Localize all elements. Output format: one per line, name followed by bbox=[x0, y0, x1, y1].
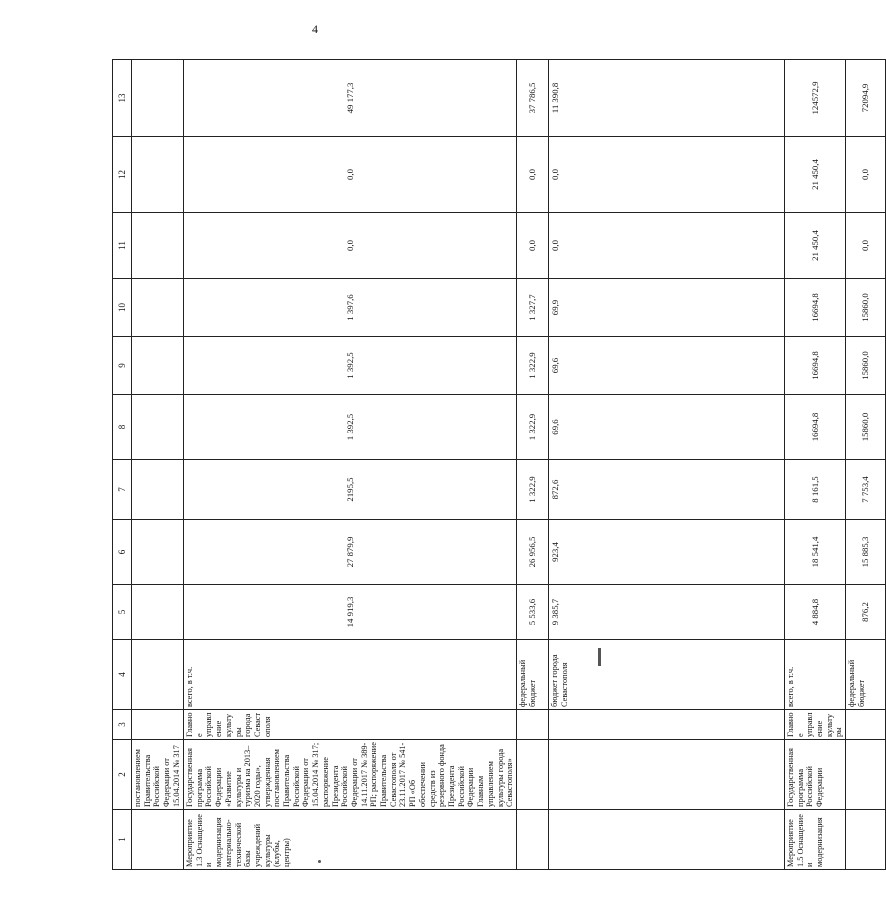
cell-value bbox=[132, 279, 184, 337]
cell-value: 5 533,6 bbox=[516, 585, 548, 640]
cell-executor: Главное управление культуры bbox=[784, 710, 845, 740]
cell-value bbox=[132, 395, 184, 460]
cell-value bbox=[132, 213, 184, 279]
cell-event: Мероприятие 1.5 Оснащение и модернизация bbox=[784, 810, 845, 870]
cell-value: 4 884,8 bbox=[784, 585, 845, 640]
cell-value: 9 385,7 bbox=[548, 585, 784, 640]
scan-mark bbox=[598, 648, 601, 666]
table-row bbox=[184, 60, 517, 870]
cell-value: 1 397,6 bbox=[184, 279, 517, 337]
column-header: 5 bbox=[113, 585, 132, 640]
cell-program bbox=[516, 740, 548, 810]
cell-value: 69,6 bbox=[548, 395, 784, 460]
cell-value: 2195,5 bbox=[184, 460, 517, 520]
table-row bbox=[548, 60, 784, 870]
cell-executor: Главное управление культуры города Севастополя bbox=[184, 710, 517, 740]
cell-value: 21 450,4 bbox=[784, 213, 845, 279]
cell-value: 69,9 bbox=[548, 279, 784, 337]
cell-source: федеральный бюджет bbox=[846, 640, 886, 710]
cell-executor bbox=[846, 710, 886, 740]
cell-value: 15860,0 bbox=[846, 337, 886, 395]
cell-program: Государственная программа Российской Федерации bbox=[784, 740, 845, 810]
cell-source bbox=[132, 640, 184, 710]
cell-value: 72094,9 bbox=[846, 60, 886, 137]
cell-source: бюджет города Севастополя bbox=[548, 640, 784, 710]
cell-value: 69,6 bbox=[548, 337, 784, 395]
cell-program: постановлением Правительства Российской Федерации от 15.04.2014 № 317 bbox=[132, 740, 184, 810]
cell-event bbox=[132, 810, 184, 870]
cell-value: 1 322,9 bbox=[516, 337, 548, 395]
cell-value: 0,0 bbox=[516, 137, 548, 213]
cell-value: 16694,8 bbox=[784, 395, 845, 460]
column-header: 6 bbox=[113, 520, 132, 585]
cell-executor bbox=[516, 710, 548, 740]
page-number: 4 bbox=[312, 22, 318, 36]
cell-event bbox=[846, 810, 886, 870]
cell-value: 0,0 bbox=[184, 213, 517, 279]
cell-value: 37 786,5 bbox=[516, 60, 548, 137]
column-header: 7 bbox=[113, 460, 132, 520]
cell-value: 27 879,9 bbox=[184, 520, 517, 585]
cell-value: 923,4 bbox=[548, 520, 784, 585]
cell-value: 876,2 bbox=[846, 585, 886, 640]
cell-source: федеральный бюджет bbox=[516, 640, 548, 710]
cell-value: 1 327,7 bbox=[516, 279, 548, 337]
cell-value: 1 322,9 bbox=[516, 395, 548, 460]
cell-event: Мероприятие 1.3 Оснащение и модернизация материально-технической базы учреждений культуры (клубы, центры) bbox=[184, 810, 517, 870]
table-row bbox=[516, 60, 548, 870]
column-header: 10 bbox=[113, 279, 132, 337]
budget-table bbox=[112, 59, 886, 870]
cell-value bbox=[132, 585, 184, 640]
column-header: 12 bbox=[113, 137, 132, 213]
cell-value: 21 450,4 bbox=[784, 137, 845, 213]
rotated-table-container bbox=[112, 60, 871, 870]
cell-value: 1 392,5 bbox=[184, 395, 517, 460]
cell-value: 15 885,3 bbox=[846, 520, 886, 585]
column-header: 9 bbox=[113, 337, 132, 395]
cell-value: 0,0 bbox=[516, 213, 548, 279]
column-header: 11 bbox=[113, 213, 132, 279]
cell-source: всего, в т.ч. bbox=[184, 640, 517, 710]
header-row bbox=[113, 60, 132, 870]
cell-value: 15860,0 bbox=[846, 279, 886, 337]
cell-value: 0,0 bbox=[184, 137, 517, 213]
column-header: 13 bbox=[113, 60, 132, 137]
cell-value: 1 322,9 bbox=[516, 460, 548, 520]
cell-value bbox=[132, 520, 184, 585]
column-header: 2 bbox=[113, 740, 132, 810]
column-header: 3 bbox=[113, 710, 132, 740]
cell-value: 15860,0 bbox=[846, 395, 886, 460]
cell-value: 16694,8 bbox=[784, 279, 845, 337]
cell-value: 8 161,5 bbox=[784, 460, 845, 520]
cell-value: 11 390,8 bbox=[548, 60, 784, 137]
cell-value: 0,0 bbox=[548, 137, 784, 213]
cell-value: 7 753,4 bbox=[846, 460, 886, 520]
column-header: 4 bbox=[113, 640, 132, 710]
cell-event bbox=[548, 810, 784, 870]
cell-value: 14 919,3 bbox=[184, 585, 517, 640]
cell-value: 0,0 bbox=[548, 213, 784, 279]
cell-value: 18 541,4 bbox=[784, 520, 845, 585]
column-header: 1 bbox=[113, 810, 132, 870]
table-row bbox=[846, 60, 886, 870]
cell-value: 1 392,5 bbox=[184, 337, 517, 395]
cell-executor bbox=[132, 710, 184, 740]
cell-value: 49 177,3 bbox=[184, 60, 517, 137]
cell-value: 0,0 bbox=[846, 213, 886, 279]
cell-executor bbox=[548, 710, 784, 740]
table-row bbox=[784, 60, 845, 870]
scan-dot bbox=[318, 860, 321, 863]
cell-value: 872,6 bbox=[548, 460, 784, 520]
table-row bbox=[132, 60, 184, 870]
cell-value bbox=[132, 460, 184, 520]
cell-source: всего, в т.ч. bbox=[784, 640, 845, 710]
cell-value: 26 956,5 bbox=[516, 520, 548, 585]
cell-value bbox=[132, 337, 184, 395]
cell-program: Государственная программа Российской Федерации «Развитие культуры и туризма на 2013–2020 годы», утвержденная постановлением Правительства Российской Федерации от 15.04.2014 № 317; распоряжение Президента Российской Федерации от 14.11.2017 № 389-РП; распоряжение Правительства Севастополя от 23.11.2017 № 541-РП «Об обеспечении средств из резервного фонда Президента Российской Федерации Главным управлением культуры города Севастополя» bbox=[184, 740, 517, 810]
cell-value bbox=[132, 60, 184, 137]
cell-value bbox=[132, 137, 184, 213]
cell-event bbox=[516, 810, 548, 870]
cell-program bbox=[548, 740, 784, 810]
cell-value: 124572,9 bbox=[784, 60, 845, 137]
column-header: 8 bbox=[113, 395, 132, 460]
cell-value: 0,0 bbox=[846, 137, 886, 213]
cell-program bbox=[846, 740, 886, 810]
cell-value: 16694,8 bbox=[784, 337, 845, 395]
